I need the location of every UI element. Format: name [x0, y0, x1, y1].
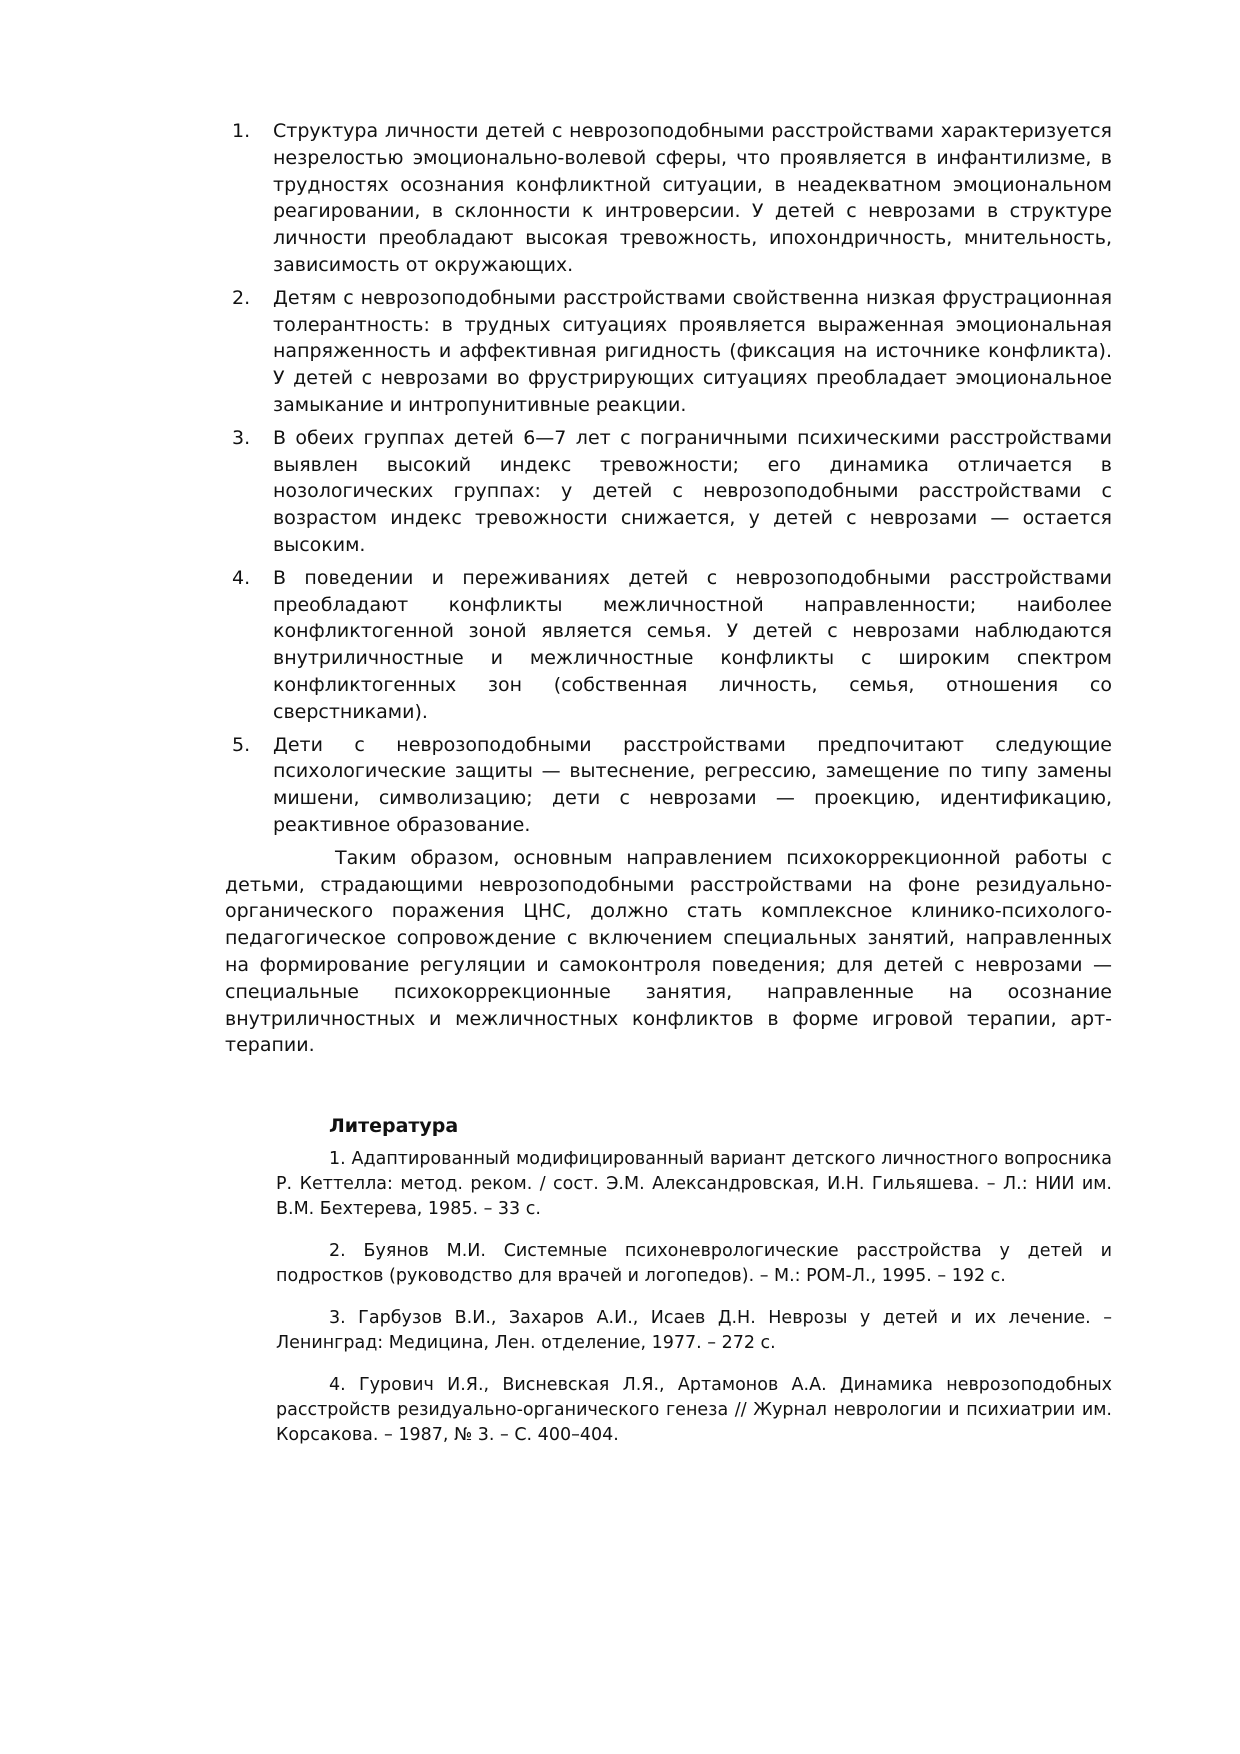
- document-page: [225, 118, 1112, 1465]
- item-text: Детям с неврозоподобными расстройствами свойственна низкая фрустрационная толерантность: в трудных ситуациях проявляется выраженная эмоциональная напряженность и аффективная ригидность (фиксация на источнике конфликта). У детей с неврозами во фрустрирующих ситуациях преобладает эмоциональное замыкание и интропунитивные реакции.: [273, 286, 1112, 416]
- reference-item: 1. Адаптированный модифицированный вариант детского личностного вопросника Р. Кеттелла: метод. реком. / сост. Э.М. Александровская, И.Н. Гильяшева. – Л.: НИИ им. В.М. Бехтерева, 1985. – 33 с.: [276, 1149, 1112, 1220]
- reference-item: 4. Гурович И.Я., Висневская Л.Я., Артамонов А.А. Динамика неврозоподобных расстройств резидуально-органического генеза // Журнал неврологии и психиатрии им. Корсакова. – 1987, № 3. – С. 400–404.: [276, 1375, 1112, 1446]
- item-text: В поведении и переживаниях детей с неврозоподобными расстройствами преобладают конфликты межличностной направленности; наиболее конфликтогенной зоной является семья. У детей с неврозами наблюдаются внутриличностные и межличностные конфликты с широким спектром конфликтогенных зон (собственная личность, семья, отношения со сверстниками).: [273, 566, 1112, 723]
- findings-list: [225, 118, 1112, 839]
- reference-item: 2. Буянов М.И. Системные психоневрологические расстройства у детей и подростков (руководство для врачей и логопедов). – М.: РОМ-Л., 1995. – 192 с.: [276, 1241, 1112, 1287]
- item-text: Дети с неврозоподобными расстройствами предпочитают следующие психологические защиты — вытеснение, регрессию, замещение по типу замены мишени, символизацию; дети с неврозами — проекцию, идентификацию, реактивное образование.: [273, 733, 1112, 836]
- list-item: [225, 425, 1112, 559]
- reference-item: 3. Гарбузов В.И., Захаров А.И., Исаев Д.Н. Неврозы у детей и их лечение. – Ленинград: Медицина, Лен. отделение, 1977. – 272 с.: [276, 1308, 1112, 1354]
- references-list: [276, 1147, 1112, 1448]
- conclusion-paragraph: Таким образом, основным направлением психокоррекционной работы с детьми, страдающими неврозоподобными расстройствами на фоне резидуально-органического поражения ЦНС, должно стать комплексное клинико-психолого-педагогическое сопровождение с включением специальных занятий, направленных на формирование регуляции и самоконтроля поведения; для детей с неврозами — специальные психокоррекционные занятия, направленные на осознание внутриличностных и межличностных конфликтов в форме игровой терапии, арт-терапии.: [225, 846, 1112, 1057]
- item-number: 1.: [232, 120, 251, 142]
- item-number: 2.: [232, 286, 251, 309]
- list-item: [225, 118, 1112, 279]
- item-number: 4.: [232, 566, 251, 589]
- list-item: [225, 565, 1112, 726]
- item-text: Структура личности детей с неврозоподобными расстройствами характеризуется незрелостью эмоционально-волевой сферы, что проявляется в инфантилизме, в трудностях осознания конфликтной ситуации, в неадекватном эмоциональном реагировании, в склонности к интроверсии. У детей с неврозами в структуре личности преобладают высокая тревожность, ипохондричность, мнительность, зависимость от окружающих.: [273, 120, 1112, 276]
- list-item: [225, 285, 1112, 419]
- item-number: 3.: [232, 426, 251, 449]
- literature-heading: Литература: [329, 1115, 459, 1138]
- item-number: 5.: [232, 733, 251, 756]
- list-item: [225, 732, 1112, 839]
- item-text: В обеих группах детей 6—7 лет с пограничными психическими расстройствами выявлен высокий индекс тревожности; его динамика отличается в нозологических группах: у детей с неврозоподобными расстройствами с возрастом индекс тревожности снижается, у детей с неврозами — остается высоким.: [273, 426, 1112, 556]
